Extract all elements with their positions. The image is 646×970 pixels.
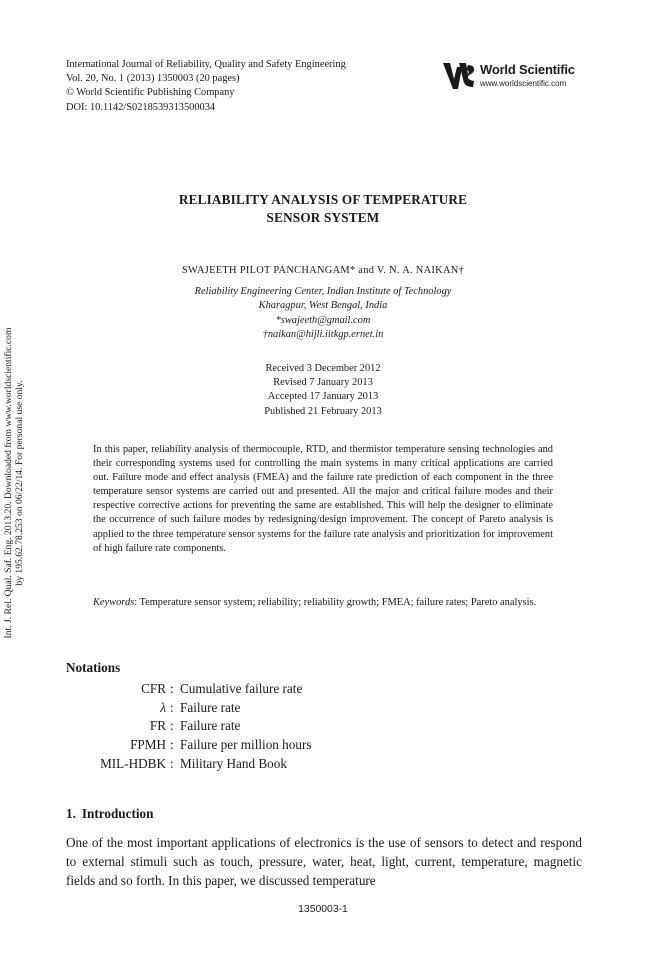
section-title: Introduction <box>81 806 154 821</box>
keywords-text: Temperature sensor system; reliability; reliability growth; FMEA; failure rates; Pareto analysis. <box>139 597 537 608</box>
affiliation-line: Kharagpur, West Bengal, India <box>258 300 388 312</box>
publication-dates <box>0 362 646 419</box>
notation-row: λ : Failure rate <box>160 700 241 715</box>
abstract: In this paper, reliability analysis of thermocouple, RTD, and thermistor temperature sensing technologies and their corresponding systems used for controlling the main systems in many critical applications are carried out. Failure mode and effect analysis (FMEA) and the failure rate prediction of each component in the three temperature sensor systems are carried out and presented. All the major and critical failure modes and their respective corrective actions for preventing the same are established. This will help the designer to eliminate the occurrence of such failure modes by redesigning/design improvement. The concept of Pareto analysis is applied to the three temperature sensor systems for the failure rate analysis and prioritization for improvement of high failure rate components. <box>93 444 553 554</box>
notation-symbol: MIL-HDBK <box>100 756 166 771</box>
date-published: Published 21 February 2013 <box>264 405 382 417</box>
keywords: Keywords: Temperature sensor system; reliability; reliability growth; FMEA; failure rates; Pareto analysis. <box>93 597 537 608</box>
journal-name: International Journal of Reliability, Quality and Safety Engineering <box>66 59 346 70</box>
journal-volume: Vol. 20, No. 1 (2013) 1350003 (20 pages) <box>66 73 240 85</box>
notation-symbol: FR <box>149 718 166 733</box>
publisher-url: www.worldscientific.com <box>480 79 567 88</box>
page-number: 1350003-1 <box>298 904 348 915</box>
notation-symbol: λ <box>160 700 166 715</box>
notation-symbol: CFR <box>141 681 166 696</box>
world-scientific-logo-icon <box>442 61 476 91</box>
title-line-1: RELIABILITY ANALYSIS OF TEMPERATURE <box>178 192 468 207</box>
section-number: 1. <box>66 806 76 821</box>
introduction-paragraph: One of the most important applications of electronics is the use of sensors to detect and respond to external stimuli such as touch, pressure, water, heat, light, current, temperature, magnetic fields and so forth. In this paper, we discussed temperature <box>66 835 582 889</box>
authors: SWAJEETH PILOT PANCHANGAM* and V. N. A. NAIKAN† <box>181 265 465 276</box>
affiliation-line: Reliability Engineering Center, Indian Institute of Technology <box>194 286 452 297</box>
date-revised: Revised 7 January 2013 <box>273 377 373 389</box>
journal-copyright: © World Scientific Publishing Company <box>66 87 235 99</box>
watermark-line: by 195.62.78.253 on 06/22/14. For personal use only. <box>14 380 26 586</box>
notation-row: MIL-HDBK : Military Hand Book <box>100 756 287 771</box>
journal-doi: DOI: 10.1142/S0218539313500034 <box>66 101 216 113</box>
notation-definition: Failure per million hours <box>180 737 312 752</box>
publisher-logo <box>442 61 592 93</box>
date-received: Received 3 December 2012 <box>265 363 381 374</box>
notations-heading: Notations <box>66 660 121 675</box>
section-heading <box>66 806 153 822</box>
notation-row: CFR : Cumulative failure rate <box>141 681 303 696</box>
notation-row: FPMH : Failure per million hours <box>130 737 312 752</box>
paper-title <box>0 191 646 227</box>
notation-symbol: FPMH <box>130 737 166 752</box>
watermark-line: Int. J. Rel. Qual. Saf. Eng. 2013.20. Downloaded from www.worldscientific.com <box>3 327 14 639</box>
keywords-label: Keywords <box>93 597 135 608</box>
affiliation <box>0 285 646 343</box>
notation-definition: Military Hand Book <box>180 756 287 771</box>
notation-row: FR : Failure rate <box>149 718 241 733</box>
author-email: †naikan@hijli.iitkgp.ernet.in <box>262 329 384 341</box>
title-line-2: SENSOR SYSTEM <box>266 210 380 225</box>
notation-definition: Failure rate <box>180 700 241 715</box>
author-email: *swajeeth@gmail.com <box>275 314 371 326</box>
notation-definition: Cumulative failure rate <box>180 681 303 696</box>
date-accepted: Accepted 17 January 2013 <box>267 391 379 403</box>
publisher-name: World Scientific <box>480 62 575 77</box>
notation-definition: Failure rate <box>180 718 241 733</box>
download-watermark <box>3 283 25 683</box>
journal-info <box>66 58 346 115</box>
